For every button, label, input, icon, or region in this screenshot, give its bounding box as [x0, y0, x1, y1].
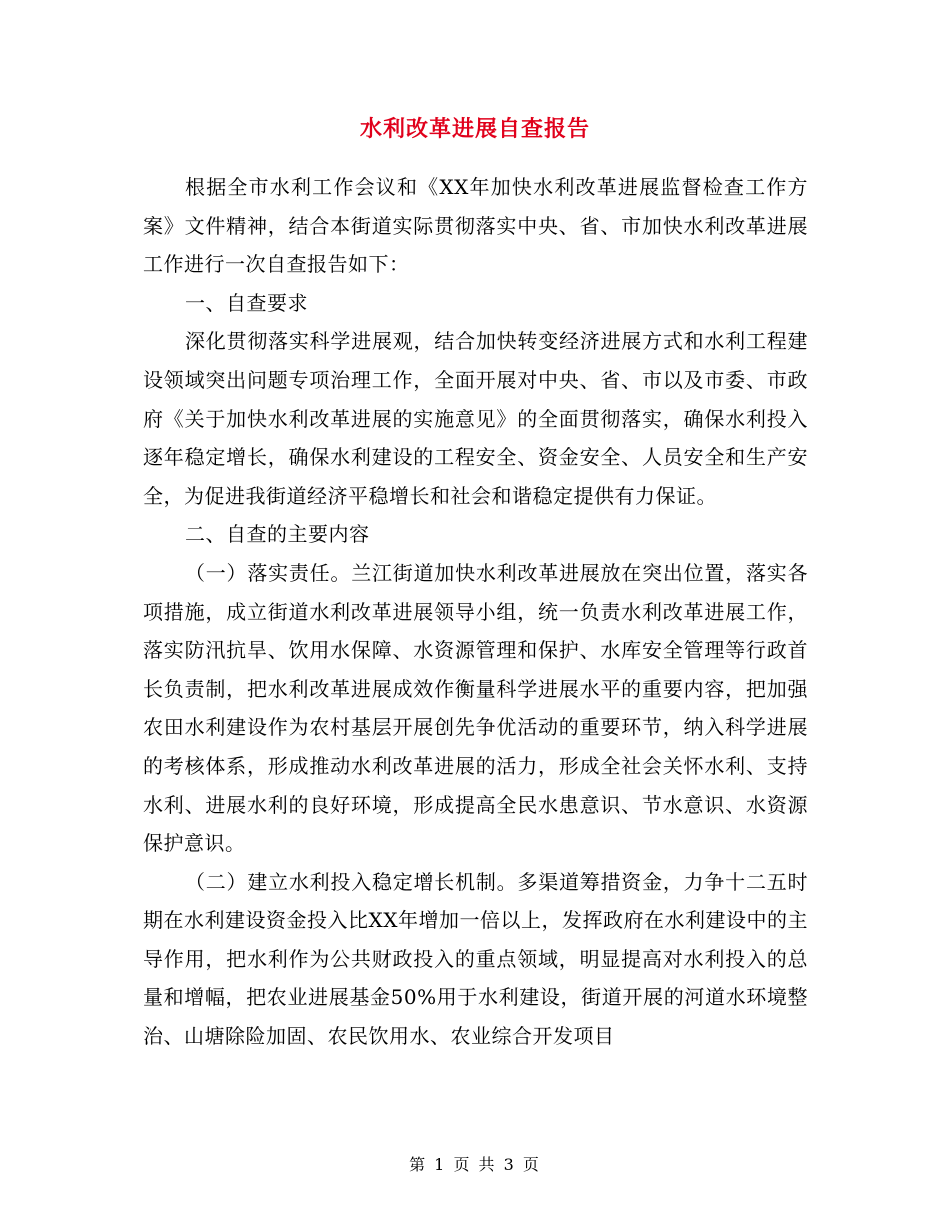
- document-title: 水利改革进展自查报告: [359, 116, 590, 142]
- paragraph-responsibility: （一）落实责任。兰江街道加快水利改革进展放在突出位置，落实各项措施，成立街道水利改革进展领导小组，统一负责水利改革进展工作，落实防汛抗旱、饮用水保障、水资源管理和保护、水库安全管理等行政首长负责制，把水利改革进展成效作衡量科学进展水平的重要内容，把加强农田水利建设作为农村基层开展创先争优活动的重要环节，纳入科学进展的考核体系，形成推动水利改革进展的活力，形成全社会关怀水利、支持水利、进展水利的良好环境，形成提高全民水患意识、节水意识、水资源保护意识。: [143, 560, 808, 856]
- paragraph-requirements: 深化贯彻落实科学进展观，结合加快转变经济进展方式和水利工程建设领域突出问题专项治理工作，全面开展对中央、省、市以及市委、市政府《关于加快水利改革进展的实施意见》的全面贯彻落实，确保水利投入逐年稳定增长，确保水利建设的工程安全、资金安全、人员安全和生产安全，为促进我街道经济平稳增长和社会和谐稳定提供有力保证。: [143, 329, 808, 508]
- section-heading-requirements: 一、自查要求: [185, 290, 308, 315]
- section-heading-main-content: 二、自查的主要内容: [185, 522, 370, 547]
- paragraph-intro: 根据全市水利工作会议和《XX年加快水利改革进展监督检查工作方案》文件精神，结合本街道实际贯彻落实中央、省、市加快水利改革进展工作进行一次自查报告如下：: [143, 175, 808, 277]
- page-number-footer: 第 1 页 共 3 页: [409, 1155, 541, 1174]
- document-body: [143, 168, 808, 1056]
- paragraph-investment-mechanism: （二）建立水利投入稳定增长机制。多渠道筹措资金，力争十二五时期在水利建设资金投入比XX年增加一倍以上，发挥政府在水利建设中的主导作用，把水利作为公共财政投入的重点领域，明显提高对水利投入的总量和增幅，把农业进展基金50%用于水利建设，街道开展的河道水环境整治、山塘除险加固、农民饮用水、农业综合开发项目: [143, 869, 808, 1049]
